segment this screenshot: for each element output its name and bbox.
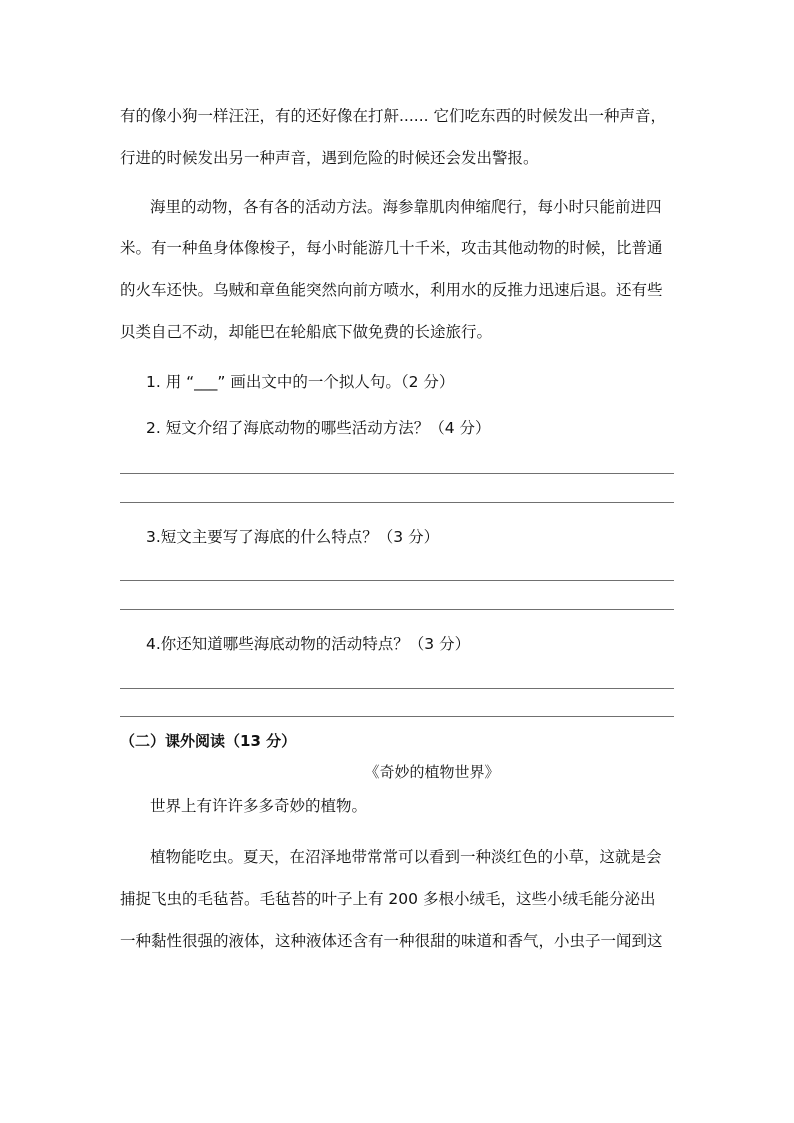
passage-line: 行进的时候发出另一种声音，遇到危险的时候还会发出警报。 (120, 149, 539, 167)
passage-line: 的火车还快。乌贼和章鱼能突然向前方喷水，利用水的反推力迅速后退。还有些 (120, 281, 663, 299)
answer-line[interactable] (120, 580, 674, 581)
question-2: 2. 短文介绍了海底动物的哪些活动方法？（4 分） (146, 419, 491, 437)
answer-line[interactable] (120, 688, 674, 689)
passage-title: 《奇妙的植物世界》 (364, 763, 500, 781)
question-3: 3.短文主要写了海底的什么特点？（3 分） (146, 528, 440, 546)
passage-line: 植物能吃虫。夏天，在沼泽地带常常可以看到一种淡红色的小草，这就是会 (150, 848, 662, 866)
passage-line: 一种黏性很强的液体，这种液体还含有一种很甜的味道和香气，小虫子一闻到这 (120, 932, 663, 950)
question-4: 4.你还知道哪些海底动物的活动特点？（3 分） (146, 635, 471, 653)
passage-line: 捕捉飞虫的毛毡苔。毛毡苔的叶子上有 200 多根小绒毛，这些小绒毛能分泌出 (120, 890, 656, 908)
answer-line[interactable] (120, 716, 674, 717)
passage-line: 有的像小狗一样汪汪，有的还好像在打鼾...... 它们吃东西的时候发出一种声音， (120, 107, 666, 125)
passage-line: 贝类自己不动，却能巴在轮船底下做免费的长途旅行。 (120, 323, 493, 341)
passage-line: 海里的动物，各有各的活动方法。海参靠肌肉伸缩爬行，每小时只能前进四 (150, 198, 662, 216)
answer-line[interactable] (120, 502, 674, 503)
question-1: 1. 用 “___” 画出文中的一个拟人句。（2 分） (146, 373, 455, 391)
passage-line: 世界上有许许多多奇妙的植物。 (150, 797, 368, 815)
answer-line[interactable] (120, 473, 674, 474)
section-heading: （二）课外阅读（13 分） (120, 732, 297, 750)
answer-line[interactable] (120, 609, 674, 610)
passage-line: 米。有一种鱼身体像梭子，每小时能游几十千米，攻击其他动物的时候，比普通 (120, 239, 663, 257)
